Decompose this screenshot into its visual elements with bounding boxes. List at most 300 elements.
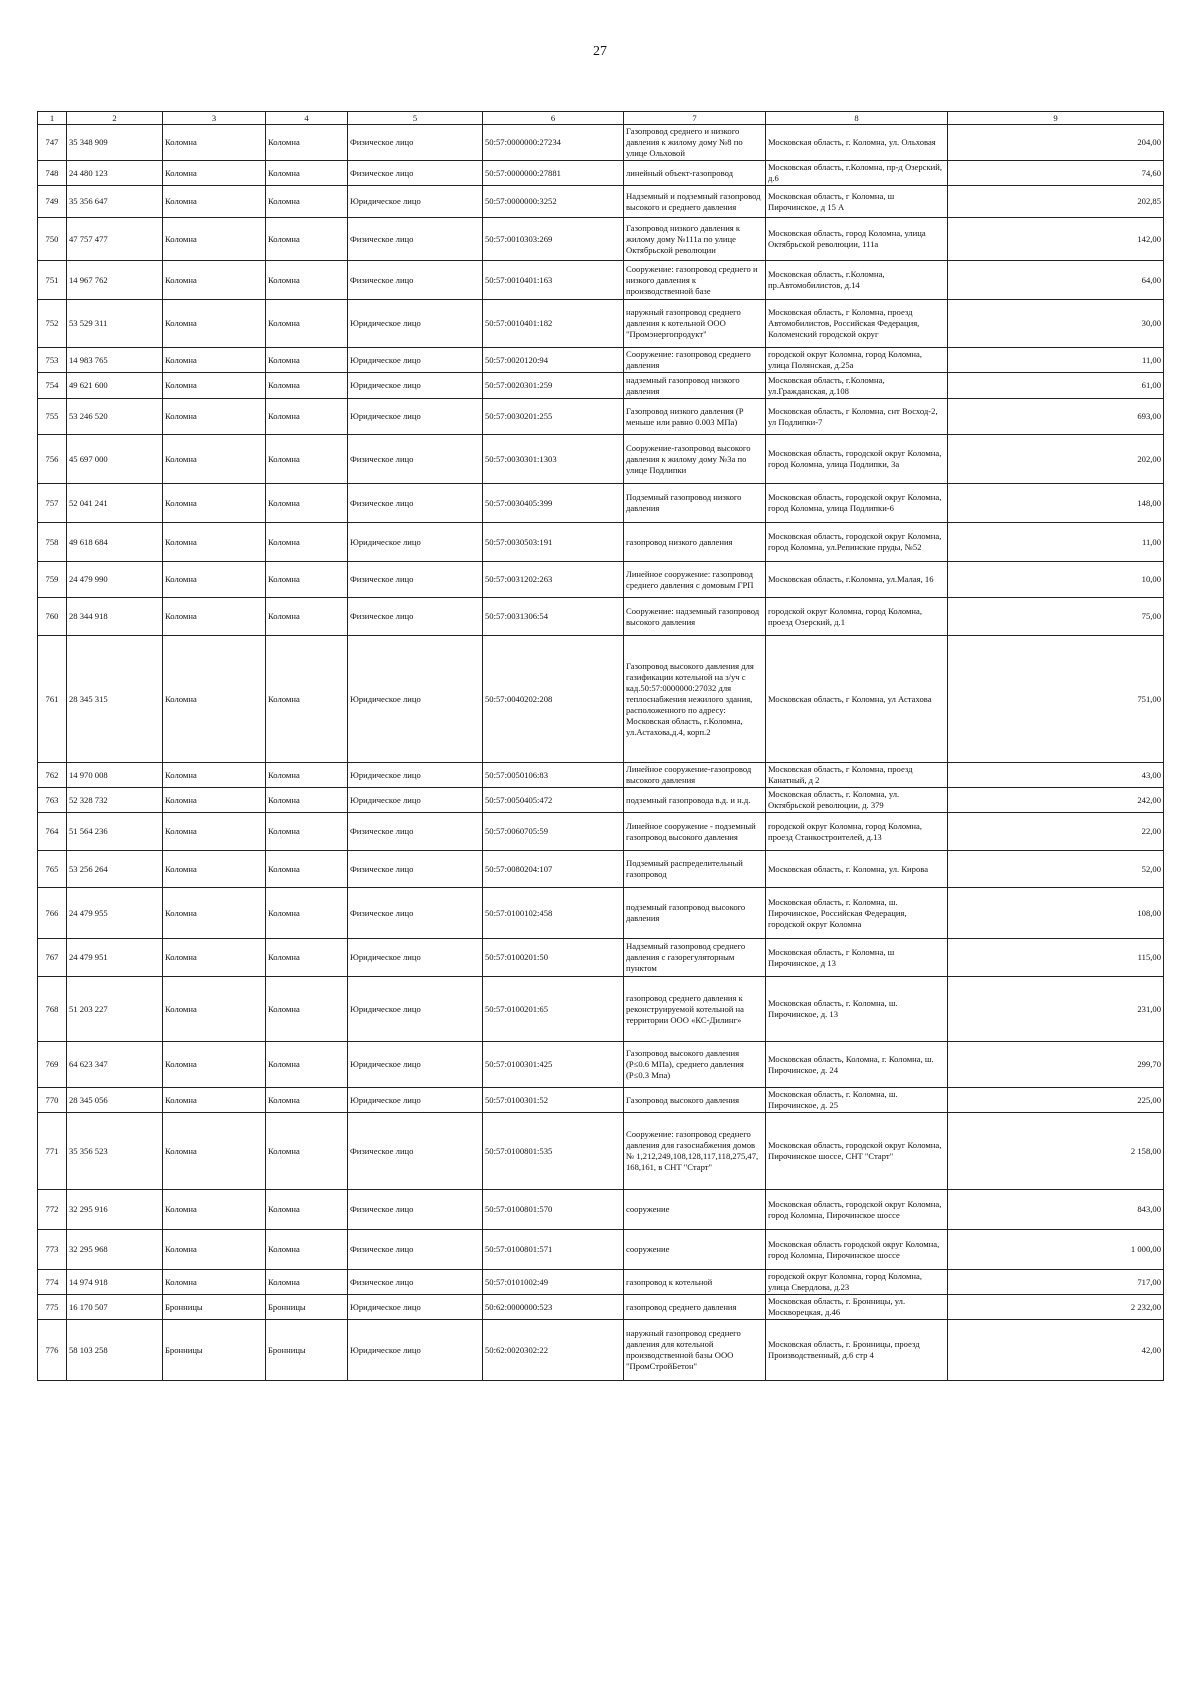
owner-type-cell: Физическое лицо bbox=[348, 813, 483, 851]
table-row bbox=[38, 1295, 1164, 1320]
owner-type-cell: Физическое лицо bbox=[348, 1270, 483, 1295]
locality-cell: Коломна bbox=[266, 598, 348, 636]
locality-cell: Коломна bbox=[266, 888, 348, 939]
length-cell: 242,00 bbox=[948, 788, 1164, 813]
length-cell: 1 000,00 bbox=[948, 1230, 1164, 1270]
row-number: 775 bbox=[38, 1295, 67, 1320]
locality-cell: Коломна bbox=[266, 435, 348, 484]
cadastral-number-cell: 50:57:0020301:259 bbox=[483, 373, 624, 399]
column-header: 2 bbox=[67, 112, 163, 125]
object-name-cell: газопровод среднего давления bbox=[624, 1295, 766, 1320]
length-cell: 11,00 bbox=[948, 348, 1164, 373]
table-row bbox=[38, 399, 1164, 435]
cadastral-number-cell: 50:57:0031202:263 bbox=[483, 562, 624, 598]
locality-cell: Коломна bbox=[266, 788, 348, 813]
locality-cell: Коломна bbox=[266, 186, 348, 218]
locality-cell: Коломна bbox=[266, 1190, 348, 1230]
cadastral-number-cell: 50:57:0101002:49 bbox=[483, 1270, 624, 1295]
row-number: 774 bbox=[38, 1270, 67, 1295]
locality-cell: Бронницы bbox=[266, 1295, 348, 1320]
cadastral-number-cell: 50:57:0100301:52 bbox=[483, 1088, 624, 1113]
length-cell: 108,00 bbox=[948, 888, 1164, 939]
cadastral-number-cell: 50:57:0000000:27881 bbox=[483, 161, 624, 186]
owner-type-cell: Физическое лицо bbox=[348, 562, 483, 598]
object-code: 32 295 968 bbox=[67, 1230, 163, 1270]
row-number: 758 bbox=[38, 523, 67, 562]
owner-type-cell: Юридическое лицо bbox=[348, 1320, 483, 1381]
object-name-cell: Газопровод низкого давления (Р меньше или равно 0.003 МПа) bbox=[624, 399, 766, 435]
table-row bbox=[38, 1113, 1164, 1190]
row-number: 759 bbox=[38, 562, 67, 598]
address-cell: Московская область, г Коломна, проезд Канатный, д 2 bbox=[766, 763, 948, 788]
length-cell: 10,00 bbox=[948, 562, 1164, 598]
locality-cell: Бронницы bbox=[266, 1320, 348, 1381]
owner-type-cell: Физическое лицо bbox=[348, 888, 483, 939]
locality-cell: Коломна bbox=[266, 1113, 348, 1190]
address-cell: Московская область, г.Коломна, ул.Гражданская, д.108 bbox=[766, 373, 948, 399]
length-cell: 693,00 bbox=[948, 399, 1164, 435]
address-cell: Московская область, город Коломна, улица Октябрьской революции, 111а bbox=[766, 218, 948, 261]
locality-cell: Коломна bbox=[266, 300, 348, 348]
object-name-cell: подземный газопровода в.д. и н.д. bbox=[624, 788, 766, 813]
length-cell: 717,00 bbox=[948, 1270, 1164, 1295]
row-number: 769 bbox=[38, 1042, 67, 1088]
cadastral-number-cell: 50:57:0100801:571 bbox=[483, 1230, 624, 1270]
object-name-cell: наружный газопровод среднего давления к котельной ООО "Промэнергопродукт" bbox=[624, 300, 766, 348]
cadastral-number-cell: 50:62:0000000:523 bbox=[483, 1295, 624, 1320]
cadastral-number-cell: 50:57:0100801:570 bbox=[483, 1190, 624, 1230]
cadastral-number-cell: 50:57:0020120:94 bbox=[483, 348, 624, 373]
column-header: 7 bbox=[624, 112, 766, 125]
cadastral-number-cell: 50:57:0050405:472 bbox=[483, 788, 624, 813]
locality-cell: Коломна bbox=[266, 562, 348, 598]
address-cell: Московская область, г. Коломна, ул. Ольховая bbox=[766, 125, 948, 161]
cadastral-number-cell: 50:57:0030503:191 bbox=[483, 523, 624, 562]
address-cell: Московская область, г Коломна, снт Восход-2, ул Подлипки-7 bbox=[766, 399, 948, 435]
district-cell: Коломна bbox=[163, 851, 266, 888]
district-cell: Коломна bbox=[163, 1230, 266, 1270]
district-cell: Коломна bbox=[163, 218, 266, 261]
object-code: 53 246 520 bbox=[67, 399, 163, 435]
address-cell: Московская область, г. Коломна, ул. Октябрьской революции, д. 379 bbox=[766, 788, 948, 813]
district-cell: Коломна bbox=[163, 1113, 266, 1190]
length-cell: 30,00 bbox=[948, 300, 1164, 348]
district-cell: Коломна bbox=[163, 977, 266, 1042]
address-cell: Московская область, г.Коломна, пр-д Озерский, д.6 bbox=[766, 161, 948, 186]
object-code: 52 041 241 bbox=[67, 484, 163, 523]
length-cell: 142,00 bbox=[948, 218, 1164, 261]
table-row bbox=[38, 851, 1164, 888]
cadastral-number-cell: 50:57:0000000:27234 bbox=[483, 125, 624, 161]
locality-cell: Коломна bbox=[266, 218, 348, 261]
cadastral-number-cell: 50:57:0031306:54 bbox=[483, 598, 624, 636]
table-row bbox=[38, 1088, 1164, 1113]
object-code: 35 356 523 bbox=[67, 1113, 163, 1190]
column-header: 5 bbox=[348, 112, 483, 125]
locality-cell: Коломна bbox=[266, 977, 348, 1042]
address-cell: Московская область, городской округ Коломна, город Коломна, улица Подлипки-6 bbox=[766, 484, 948, 523]
row-number: 764 bbox=[38, 813, 67, 851]
object-name-cell: газопровод к котельной bbox=[624, 1270, 766, 1295]
locality-cell: Коломна bbox=[266, 1230, 348, 1270]
row-number: 748 bbox=[38, 161, 67, 186]
length-cell: 2 158,00 bbox=[948, 1113, 1164, 1190]
district-cell: Коломна bbox=[163, 636, 266, 763]
column-header: 9 bbox=[948, 112, 1164, 125]
row-number: 762 bbox=[38, 763, 67, 788]
locality-cell: Коломна bbox=[266, 261, 348, 300]
object-code: 45 697 000 bbox=[67, 435, 163, 484]
row-number: 768 bbox=[38, 977, 67, 1042]
cadastral-number-cell: 50:57:0060705:59 bbox=[483, 813, 624, 851]
table-row bbox=[38, 763, 1164, 788]
owner-type-cell: Юридическое лицо bbox=[348, 348, 483, 373]
owner-type-cell: Юридическое лицо bbox=[348, 763, 483, 788]
locality-cell: Коломна bbox=[266, 1088, 348, 1113]
district-cell: Коломна bbox=[163, 598, 266, 636]
length-cell: 42,00 bbox=[948, 1320, 1164, 1381]
owner-type-cell: Юридическое лицо bbox=[348, 636, 483, 763]
object-code: 14 970 008 bbox=[67, 763, 163, 788]
object-name-cell: Сооружение: газопровод среднего давления для газоснабжения домов № 1,212,249,108,128,117,118,275,47, 168,161, в СНТ "Старт" bbox=[624, 1113, 766, 1190]
owner-type-cell: Юридическое лицо bbox=[348, 788, 483, 813]
object-name-cell: сооружение bbox=[624, 1190, 766, 1230]
table-row bbox=[38, 598, 1164, 636]
district-cell: Коломна bbox=[163, 186, 266, 218]
owner-type-cell: Физическое лицо bbox=[348, 484, 483, 523]
address-cell: Московская область, г Коломна, проезд Автомобилистов, Российская Федерация, Коломенский городской округ bbox=[766, 300, 948, 348]
object-name-cell: Газопровод низкого давления к жилому дому №111а по улице Октябрьской революции bbox=[624, 218, 766, 261]
district-cell: Коломна bbox=[163, 300, 266, 348]
row-number: 772 bbox=[38, 1190, 67, 1230]
district-cell: Коломна bbox=[163, 1190, 266, 1230]
column-header: 4 bbox=[266, 112, 348, 125]
locality-cell: Коломна bbox=[266, 484, 348, 523]
object-name-cell: Сооружение: надземный газопровод высокого давления bbox=[624, 598, 766, 636]
object-name-cell: Сооружение-газопровод высокого давления к жилому дому №3а по улице Подлипки bbox=[624, 435, 766, 484]
table-row bbox=[38, 1320, 1164, 1381]
row-number: 754 bbox=[38, 373, 67, 399]
length-cell: 148,00 bbox=[948, 484, 1164, 523]
address-cell: Московская область, городской округ Коломна, город Коломна, ул.Репинские пруды, №52 bbox=[766, 523, 948, 562]
row-number: 749 bbox=[38, 186, 67, 218]
length-cell: 843,00 bbox=[948, 1190, 1164, 1230]
row-number: 763 bbox=[38, 788, 67, 813]
address-cell: Московская область, г. Бронницы, ул. Москворецкая, д.46 bbox=[766, 1295, 948, 1320]
object-name-cell: Линейное сооружение: газопровод среднего давления с домовым ГРП bbox=[624, 562, 766, 598]
locality-cell: Коломна bbox=[266, 636, 348, 763]
table-row bbox=[38, 218, 1164, 261]
column-header: 1 bbox=[38, 112, 67, 125]
length-cell: 2 232,00 bbox=[948, 1295, 1164, 1320]
row-number: 752 bbox=[38, 300, 67, 348]
table-row bbox=[38, 1190, 1164, 1230]
row-number: 770 bbox=[38, 1088, 67, 1113]
length-cell: 202,85 bbox=[948, 186, 1164, 218]
length-cell: 204,00 bbox=[948, 125, 1164, 161]
object-name-cell: газопровод низкого давления bbox=[624, 523, 766, 562]
length-cell: 43,00 bbox=[948, 763, 1164, 788]
object-name-cell: надземный газопровод низкого давления bbox=[624, 373, 766, 399]
locality-cell: Коломна bbox=[266, 851, 348, 888]
object-name-cell: Подземный распределительный газопровод bbox=[624, 851, 766, 888]
district-cell: Коломна bbox=[163, 562, 266, 598]
district-cell: Коломна bbox=[163, 435, 266, 484]
owner-type-cell: Юридическое лицо bbox=[348, 373, 483, 399]
object-code: 24 479 951 bbox=[67, 939, 163, 977]
owner-type-cell: Физическое лицо bbox=[348, 1190, 483, 1230]
table-row bbox=[38, 1270, 1164, 1295]
row-number: 771 bbox=[38, 1113, 67, 1190]
district-cell: Коломна bbox=[163, 399, 266, 435]
length-cell: 231,00 bbox=[948, 977, 1164, 1042]
address-cell: Московская область, г.Коломна, ул.Малая, 16 bbox=[766, 562, 948, 598]
length-cell: 22,00 bbox=[948, 813, 1164, 851]
owner-type-cell: Юридическое лицо bbox=[348, 300, 483, 348]
locality-cell: Коломна bbox=[266, 1270, 348, 1295]
address-cell: Московская область, городской округ Коломна, Пирочинское шоссе, СНТ "Старт" bbox=[766, 1113, 948, 1190]
object-code: 16 170 507 bbox=[67, 1295, 163, 1320]
object-code: 49 621 600 bbox=[67, 373, 163, 399]
district-cell: Коломна bbox=[163, 523, 266, 562]
owner-type-cell: Юридическое лицо bbox=[348, 939, 483, 977]
table-row bbox=[38, 813, 1164, 851]
district-cell: Коломна bbox=[163, 348, 266, 373]
column-header: 6 bbox=[483, 112, 624, 125]
district-cell: Коломна bbox=[163, 788, 266, 813]
district-cell: Бронницы bbox=[163, 1320, 266, 1381]
cadastral-number-cell: 50:57:0100102:458 bbox=[483, 888, 624, 939]
district-cell: Коломна bbox=[163, 125, 266, 161]
length-cell: 75,00 bbox=[948, 598, 1164, 636]
object-code: 53 256 264 bbox=[67, 851, 163, 888]
row-number: 757 bbox=[38, 484, 67, 523]
locality-cell: Коломна bbox=[266, 399, 348, 435]
locality-cell: Коломна bbox=[266, 125, 348, 161]
cadastral-number-cell: 50:57:0100301:425 bbox=[483, 1042, 624, 1088]
object-name-cell: Подземный газопровод низкого давления bbox=[624, 484, 766, 523]
owner-type-cell: Юридическое лицо bbox=[348, 1042, 483, 1088]
owner-type-cell: Юридическое лицо bbox=[348, 977, 483, 1042]
registry-table bbox=[37, 111, 1164, 1381]
table-row bbox=[38, 788, 1164, 813]
locality-cell: Коломна bbox=[266, 939, 348, 977]
locality-cell: Коломна bbox=[266, 1042, 348, 1088]
district-cell: Коломна bbox=[163, 763, 266, 788]
row-number: 747 bbox=[38, 125, 67, 161]
district-cell: Коломна bbox=[163, 813, 266, 851]
district-cell: Коломна bbox=[163, 1042, 266, 1088]
length-cell: 52,00 bbox=[948, 851, 1164, 888]
row-number: 776 bbox=[38, 1320, 67, 1381]
owner-type-cell: Юридическое лицо bbox=[348, 1295, 483, 1320]
object-code: 35 356 647 bbox=[67, 186, 163, 218]
owner-type-cell: Физическое лицо bbox=[348, 261, 483, 300]
object-code: 14 983 765 bbox=[67, 348, 163, 373]
object-name-cell: Сооружение: газопровод среднего и низкого давления к производственной базе bbox=[624, 261, 766, 300]
cadastral-number-cell: 50:62:0020302:22 bbox=[483, 1320, 624, 1381]
object-code: 32 295 916 bbox=[67, 1190, 163, 1230]
table-row bbox=[38, 523, 1164, 562]
object-name-cell: Сооружение: газопровод среднего давления bbox=[624, 348, 766, 373]
owner-type-cell: Физическое лицо bbox=[348, 598, 483, 636]
locality-cell: Коломна bbox=[266, 373, 348, 399]
owner-type-cell: Юридическое лицо bbox=[348, 186, 483, 218]
row-number: 750 bbox=[38, 218, 67, 261]
object-code: 14 967 762 bbox=[67, 261, 163, 300]
address-cell: Московская область, г. Коломна, ул. Кирова bbox=[766, 851, 948, 888]
cadastral-number-cell: 50:57:0100801:535 bbox=[483, 1113, 624, 1190]
length-cell: 115,00 bbox=[948, 939, 1164, 977]
column-header: 8 bbox=[766, 112, 948, 125]
row-number: 755 bbox=[38, 399, 67, 435]
table-row bbox=[38, 484, 1164, 523]
cadastral-number-cell: 50:57:0030301:1303 bbox=[483, 435, 624, 484]
address-cell: городской округ Коломна, город Коломна, проезд Озерский, д.1 bbox=[766, 598, 948, 636]
owner-type-cell: Юридическое лицо bbox=[348, 399, 483, 435]
table-row bbox=[38, 161, 1164, 186]
address-cell: городской округ Коломна, город Коломна, проезд Станкостроителей, д.13 bbox=[766, 813, 948, 851]
table-row bbox=[38, 261, 1164, 300]
length-cell: 74,60 bbox=[948, 161, 1164, 186]
address-cell: Московская область, городской округ Коломна, город Коломна, улица Подлипки, 3а bbox=[766, 435, 948, 484]
address-cell: Московская область городской округ Коломна, город Коломна, Пирочинское шоссе bbox=[766, 1230, 948, 1270]
object-code: 49 618 684 bbox=[67, 523, 163, 562]
cadastral-number-cell: 50:57:0030405:399 bbox=[483, 484, 624, 523]
object-code: 53 529 311 bbox=[67, 300, 163, 348]
table-row bbox=[38, 888, 1164, 939]
row-number: 767 bbox=[38, 939, 67, 977]
district-cell: Коломна bbox=[163, 888, 266, 939]
length-cell: 64,00 bbox=[948, 261, 1164, 300]
cadastral-number-cell: 50:57:0010303:269 bbox=[483, 218, 624, 261]
table-row bbox=[38, 300, 1164, 348]
cadastral-number-cell: 50:57:0040202:208 bbox=[483, 636, 624, 763]
owner-type-cell: Юридическое лицо bbox=[348, 1088, 483, 1113]
object-code: 51 564 236 bbox=[67, 813, 163, 851]
table-row bbox=[38, 636, 1164, 763]
address-cell: Московская область, г. Коломна, ш. Пирочинское, д. 25 bbox=[766, 1088, 948, 1113]
object-code: 14 974 918 bbox=[67, 1270, 163, 1295]
object-code: 24 479 955 bbox=[67, 888, 163, 939]
table-row bbox=[38, 1042, 1164, 1088]
object-name-cell: наружный газопровод среднего давления для котельной производственной базы ООО "ПромСтройБетон" bbox=[624, 1320, 766, 1381]
address-cell: Московская область, городской округ Коломна, город Коломна, Пирочинское шоссе bbox=[766, 1190, 948, 1230]
object-name-cell: Газопровод среднего и низкого давления к жилому дому №8 по улице Ольховой bbox=[624, 125, 766, 161]
table-row bbox=[38, 186, 1164, 218]
object-code: 28 345 056 bbox=[67, 1088, 163, 1113]
row-number: 766 bbox=[38, 888, 67, 939]
object-name-cell: Газопровод высокого давления (Р≤0.6 МПа), среднего давления (Р≤0.3 Мпа) bbox=[624, 1042, 766, 1088]
owner-type-cell: Физическое лицо bbox=[348, 1230, 483, 1270]
object-name-cell: Линейное сооружение - подземный газопровод высокого давления bbox=[624, 813, 766, 851]
locality-cell: Коломна bbox=[266, 813, 348, 851]
object-name-cell: подземный газопровод высокого давления bbox=[624, 888, 766, 939]
object-name-cell: Линейное сооружение-газопровод высокого давления bbox=[624, 763, 766, 788]
row-number: 760 bbox=[38, 598, 67, 636]
object-code: 64 623 347 bbox=[67, 1042, 163, 1088]
table-row bbox=[38, 939, 1164, 977]
length-cell: 61,00 bbox=[948, 373, 1164, 399]
district-cell: Коломна bbox=[163, 939, 266, 977]
cadastral-number-cell: 50:57:0010401:182 bbox=[483, 300, 624, 348]
table-row bbox=[38, 125, 1164, 161]
object-code: 58 103 258 bbox=[67, 1320, 163, 1381]
address-cell: Московская область, г Коломна, ш Пирочинское, д 13 bbox=[766, 939, 948, 977]
address-cell: Московская область, г. Коломна, ш. Пирочинское, Российская Федерация, городской округ Коломна bbox=[766, 888, 948, 939]
owner-type-cell: Физическое лицо bbox=[348, 1113, 483, 1190]
address-cell: городской округ Коломна, город Коломна, улица Полянская, д.25а bbox=[766, 348, 948, 373]
length-cell: 202,00 bbox=[948, 435, 1164, 484]
row-number: 773 bbox=[38, 1230, 67, 1270]
address-cell: Московская область, г Коломна, ул Астахова bbox=[766, 636, 948, 763]
row-number: 756 bbox=[38, 435, 67, 484]
locality-cell: Коломна bbox=[266, 523, 348, 562]
length-cell: 299,70 bbox=[948, 1042, 1164, 1088]
district-cell: Коломна bbox=[163, 1088, 266, 1113]
length-cell: 11,00 bbox=[948, 523, 1164, 562]
object-code: 28 345 315 bbox=[67, 636, 163, 763]
object-name-cell: Надземный газопровод среднего давления с газорегуляторным пунктом bbox=[624, 939, 766, 977]
object-name-cell: газопровод среднего давления к реконструируемой котельной на территории ООО «КС-Дилинг» bbox=[624, 977, 766, 1042]
district-cell: Бронницы bbox=[163, 1295, 266, 1320]
object-name-cell: Газопровод высокого давления для газификации котельной на з/уч с кад.50:57:0000000:27032 для теплоснабжения нежилого здания, расположенного по адресу: Московская область, г.Коломна, ул.Астахова,д.4, корп.2 bbox=[624, 636, 766, 763]
object-code: 28 344 918 bbox=[67, 598, 163, 636]
address-cell: Московская область, г.Коломна, пр.Автомобилистов, д.14 bbox=[766, 261, 948, 300]
table-row bbox=[38, 977, 1164, 1042]
address-cell: Московская область, г. Бронницы, проезд Производственный, д.6 стр 4 bbox=[766, 1320, 948, 1381]
owner-type-cell: Юридическое лицо bbox=[348, 523, 483, 562]
row-number: 761 bbox=[38, 636, 67, 763]
district-cell: Коломна bbox=[163, 484, 266, 523]
table-row bbox=[38, 1230, 1164, 1270]
column-header: 3 bbox=[163, 112, 266, 125]
object-name-cell: линейный объект-газопровод bbox=[624, 161, 766, 186]
object-name-cell: Газопровод высокого давления bbox=[624, 1088, 766, 1113]
object-code: 24 479 990 bbox=[67, 562, 163, 598]
district-cell: Коломна bbox=[163, 1270, 266, 1295]
cadastral-number-cell: 50:57:0080204:107 bbox=[483, 851, 624, 888]
cadastral-number-cell: 50:57:0050106:83 bbox=[483, 763, 624, 788]
cadastral-number-cell: 50:57:0100201:65 bbox=[483, 977, 624, 1042]
locality-cell: Коломна bbox=[266, 348, 348, 373]
header-row bbox=[38, 112, 1164, 125]
table-row bbox=[38, 435, 1164, 484]
address-cell: городской округ Коломна, город Коломна, улица Свердлова, д.23 bbox=[766, 1270, 948, 1295]
length-cell: 225,00 bbox=[948, 1088, 1164, 1113]
locality-cell: Коломна bbox=[266, 763, 348, 788]
object-name-cell: Надземный и подземный газопровод высокого и среднего давления bbox=[624, 186, 766, 218]
object-name-cell: сооружение bbox=[624, 1230, 766, 1270]
object-code: 52 328 732 bbox=[67, 788, 163, 813]
cadastral-number-cell: 50:57:0000000:3252 bbox=[483, 186, 624, 218]
table-row bbox=[38, 348, 1164, 373]
row-number: 765 bbox=[38, 851, 67, 888]
object-code: 47 757 477 bbox=[67, 218, 163, 261]
address-cell: Московская область, г. Коломна, ш. Пирочинское, д. 13 bbox=[766, 977, 948, 1042]
district-cell: Коломна bbox=[163, 261, 266, 300]
owner-type-cell: Физическое лицо bbox=[348, 851, 483, 888]
district-cell: Коломна bbox=[163, 373, 266, 399]
cadastral-number-cell: 50:57:0100201:50 bbox=[483, 939, 624, 977]
address-cell: Московская область, Коломна, г. Коломна, ш. Пирочинское, д. 24 bbox=[766, 1042, 948, 1088]
cadastral-number-cell: 50:57:0010401:163 bbox=[483, 261, 624, 300]
row-number: 753 bbox=[38, 348, 67, 373]
cadastral-number-cell: 50:57:0030201:255 bbox=[483, 399, 624, 435]
object-code: 35 348 909 bbox=[67, 125, 163, 161]
object-code: 24 480 123 bbox=[67, 161, 163, 186]
owner-type-cell: Физическое лицо bbox=[348, 218, 483, 261]
